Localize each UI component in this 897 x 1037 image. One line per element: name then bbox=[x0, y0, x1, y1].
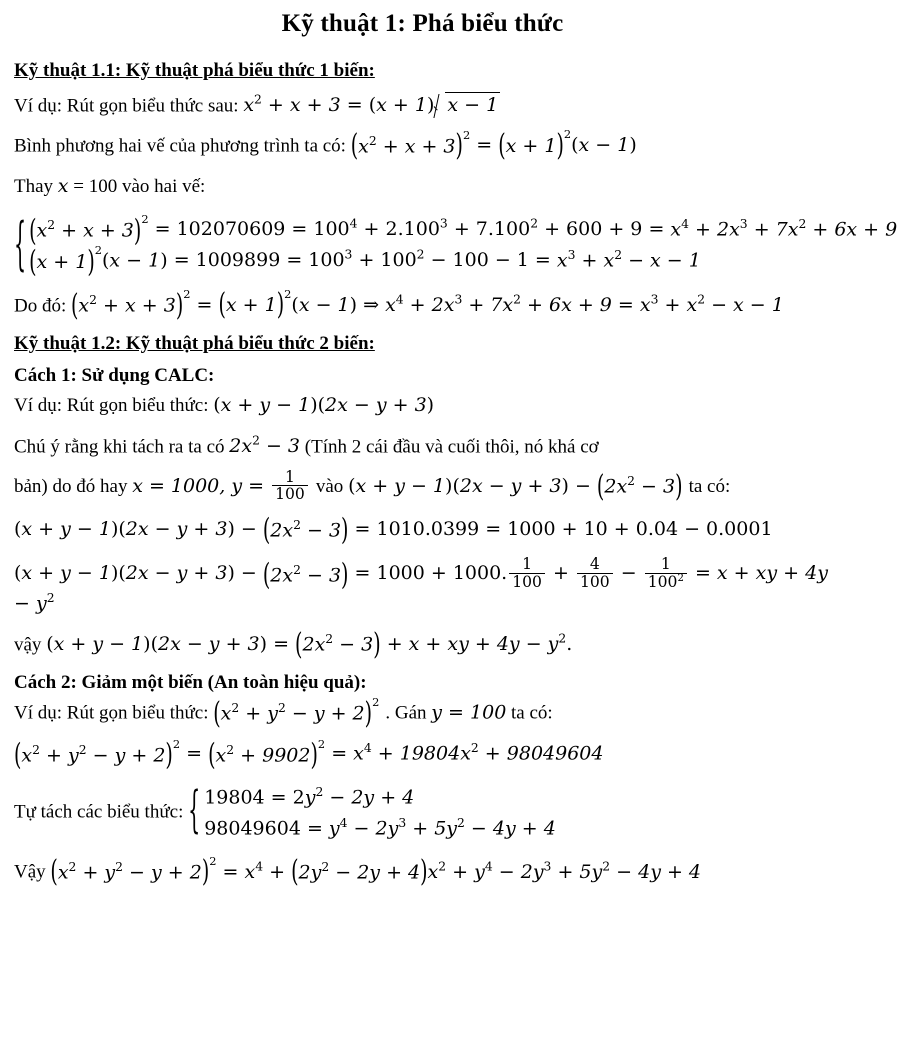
calc-line-2: $(x + y - 1)(2x - y + 3) - (2x^2 - 3) = 1000 + 1000$. $\frac{1}{100}$ + $\frac{4}{100}$ − $\frac{1}{100^2}$ = x + xy + $4y - y^2$ bbox=[14, 555, 828, 615]
note-formula-1: $2x^2 - 3$ bbox=[229, 434, 301, 458]
note-label-e: ta có: bbox=[688, 475, 731, 497]
split-system bbox=[188, 782, 556, 844]
page-title: Kỹ thuật 1: Phá biểu thức bbox=[281, 10, 564, 37]
left-brace-icon-2: { bbox=[188, 782, 201, 840]
system-row-1: $(x^2 + x + 3)^2 = 102070609 = 100^4 + 2.100^3 + 7.100^2 + 600 + 9 = x^4 + 2x^3 + 7x^2 + 6x + 9$ bbox=[29, 212, 897, 248]
note-label-c: bản) do đó hay bbox=[14, 475, 128, 497]
example-2-formula: (x + y − 1)(2x − y + 3) bbox=[213, 394, 435, 417]
final-formula: $(x^2 + y^2 - y + 2)^2 = x^4 + (2y^2 - 2y + 4)x^2 + y^4 - 2y^3 + 5y^2 - 4y + 4$ bbox=[50, 854, 702, 889]
note-formula-2: $(x + y - 1)(2x - y + 3) - (2x^2 - 3)$ bbox=[348, 469, 683, 504]
note-assign: x = 1000, y = $\frac{1}{100}$ bbox=[132, 475, 316, 497]
calc-final-formula: $(x + y - 1)(2x - y + 3) = (2x^2 - 3) + x$ + xy + $4y - y^2$. bbox=[46, 627, 573, 662]
example-3-assign-value: y = 100 bbox=[431, 701, 507, 724]
conclusion-1-label: Do đó: bbox=[14, 294, 67, 316]
example-3-formula: $(x^2 + y^2 - y + 2)^2$ bbox=[213, 695, 380, 731]
system-row-2: $(x + 1)^2(x - 1) = 1009899 = 100^3 + 100^2 - 100 - 1 = x^3 + x^2 - x - 1$ bbox=[29, 243, 701, 279]
split-row-2: $98049604 = y^4 - 2y^3 + 5y^2 - 4y + 4$ bbox=[204, 816, 556, 840]
example-1-formula: $x^2 + x + 3 = (x + 1) x - 1$ bbox=[243, 94, 500, 116]
square-both-sides-formula: $(x^2 + x + 3)^2 = (x + 1)^2(x - 1)$ bbox=[350, 127, 637, 163]
example-2-label: Ví dụ: Rút gọn biểu thức: bbox=[14, 395, 209, 417]
split-label: Tự tách các biểu thức: bbox=[14, 801, 184, 823]
example-2-line bbox=[14, 393, 831, 419]
note-line-1 bbox=[14, 433, 831, 460]
split-line bbox=[14, 782, 831, 844]
calc-final-line bbox=[14, 627, 831, 662]
example-3-assign-label: . Gán bbox=[385, 702, 427, 724]
conclusion-1-formula: $(x^2 + x + 3)^2 = (x + 1)^2(x - 1)$ ⇒ $x^4 + 2x^3 + 7x^2 + 6x + 9 = x^3 + x^2 - x - 1$ bbox=[71, 286, 784, 323]
way-1-heading: Cách 1: Sử dụng CALC: bbox=[14, 365, 215, 387]
example-3-expansion: $(x^2 + y^2 - y + 2)^2 = (x^2 + 9902)^2 = x^4 + 19804x^2 + 98049604$ bbox=[14, 736, 604, 773]
square-both-sides-label: Bình phương hai vế của phương trình ta có: bbox=[14, 135, 346, 157]
example-3-label: Ví dụ: Rút gọn biểu thức: bbox=[14, 702, 209, 724]
section-heading-1-1: Kỹ thuật 1.1: Kỹ thuật phá biểu thức 1 biến: bbox=[14, 60, 375, 81]
note-label-a: Chú ý rằng khi tách ra ta có bbox=[14, 436, 225, 458]
section-heading-1-2: Kỹ thuật 1.2: Kỹ thuật phá biểu thức 2 biến: bbox=[14, 333, 375, 355]
final-label: Vậy bbox=[14, 861, 46, 883]
conclusion-1-line bbox=[14, 286, 831, 323]
example-1-line bbox=[14, 92, 831, 119]
substitute-label-b: = 100 vào hai vế: bbox=[73, 175, 206, 197]
calc-line-1: $(x + y - 1)(2x - y + 3) - (2x^2 - 3) = 1010.0399 = 1000 + 10 + 0.04 - 0.0001$ bbox=[14, 513, 773, 548]
example-3-line bbox=[14, 695, 831, 731]
system-equations-1 bbox=[14, 211, 897, 279]
split-row-1: $19804 = 2y^2 - 2y + 4$ bbox=[204, 785, 415, 809]
note-label-b: (Tính 2 cái đầu và cuối thôi, nó khá cơ bbox=[304, 436, 599, 458]
way-2-heading: Cách 2: Giảm một biến (An toàn hiệu quả): bbox=[14, 672, 367, 694]
example-3-assign-tail: ta có: bbox=[511, 702, 553, 724]
example-1-label: Ví dụ: Rút gọn biểu thức sau: bbox=[14, 95, 239, 117]
substitute-label-a: Thay bbox=[14, 175, 54, 197]
calc-final-label: vậy bbox=[14, 633, 42, 655]
note-label-d: vào bbox=[315, 475, 344, 497]
final-line bbox=[14, 854, 831, 889]
substitute-line bbox=[14, 174, 831, 200]
substitute-variable: x bbox=[57, 174, 69, 197]
note-line-2 bbox=[14, 467, 831, 504]
square-both-sides-line bbox=[14, 127, 831, 163]
left-brace-icon: { bbox=[14, 211, 27, 278]
